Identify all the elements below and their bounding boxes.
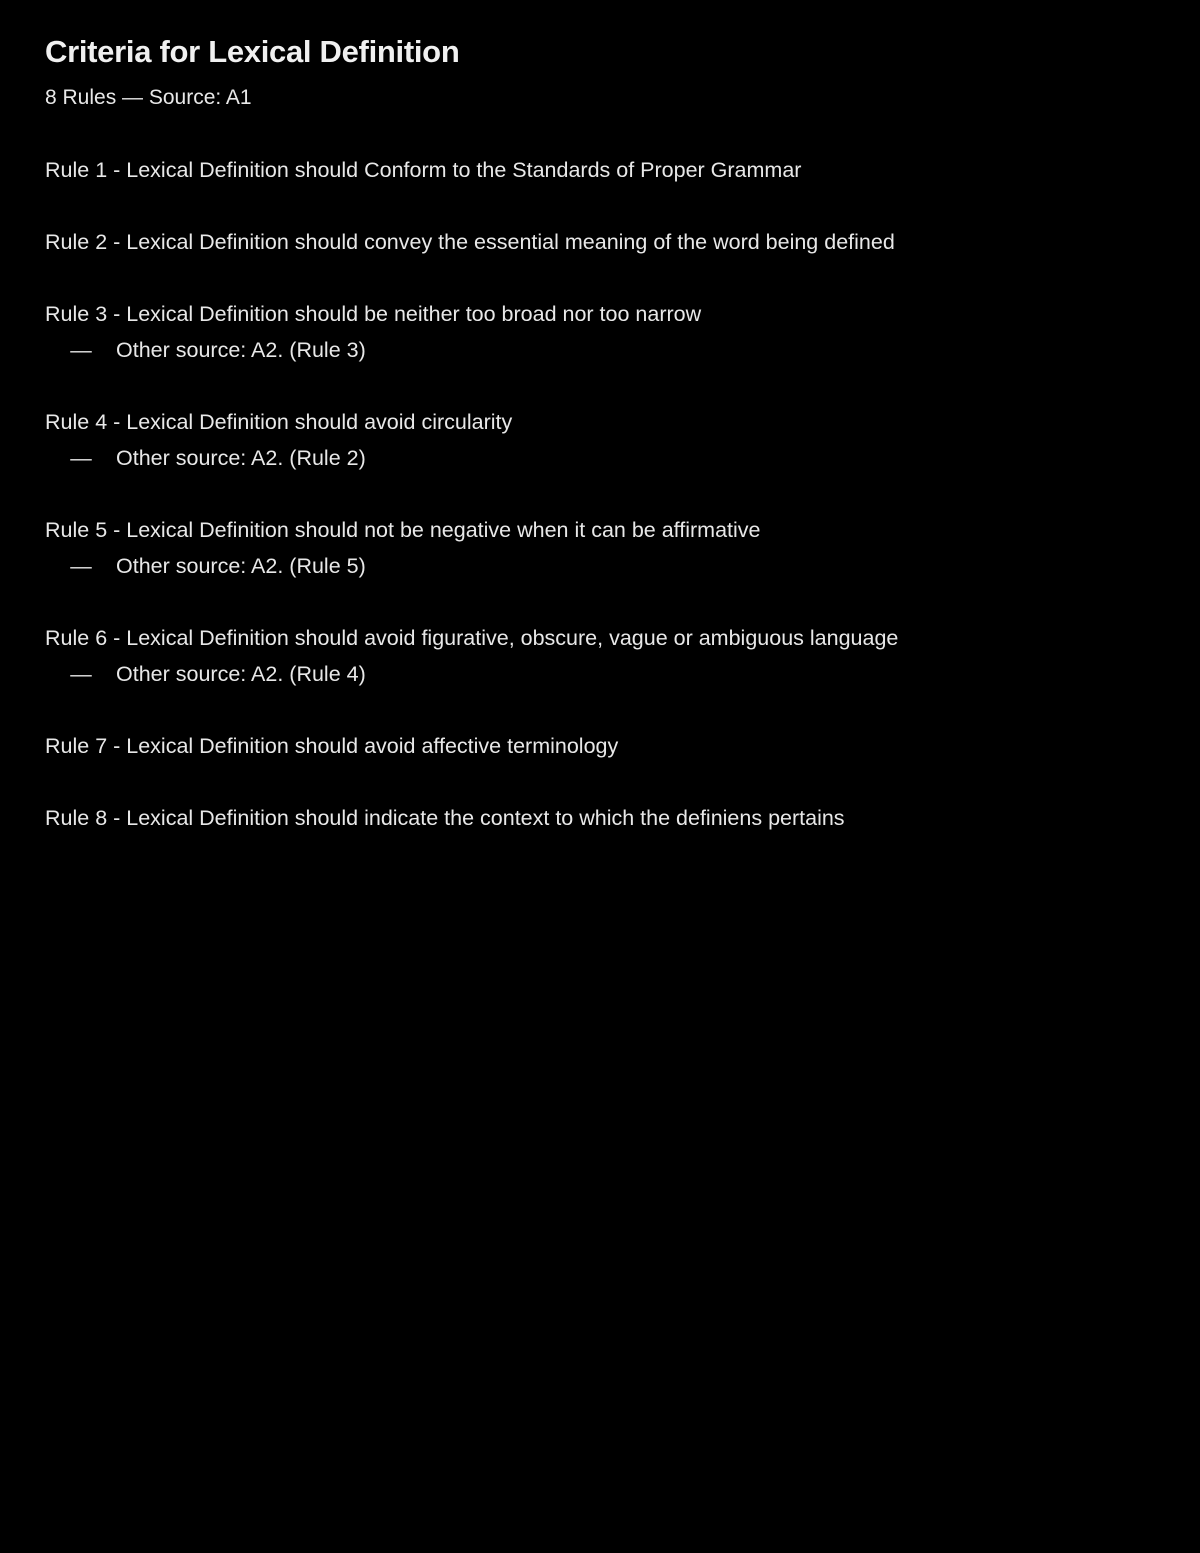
dash-bullet: —: [70, 662, 92, 686]
rule-note-text: Other source: A2. (Rule 4): [116, 662, 366, 686]
rule-note-text: Other source: A2. (Rule 5): [116, 554, 366, 578]
rule-note: [45, 548, 898, 584]
rule-text: Rule 1 - Lexical Definition should Conform to the Standards of Proper Grammar: [45, 158, 802, 182]
rules-list: [45, 152, 898, 872]
dash-bullet: —: [70, 338, 92, 362]
rule-item: [45, 404, 898, 476]
rule-note-text: Other source: A2. (Rule 3): [116, 338, 366, 362]
dash-bullet: —: [70, 554, 92, 578]
rule-text: Rule 2 - Lexical Definition should convey the essential meaning of the word being defined: [45, 230, 895, 254]
rule-note-text: Other source: A2. (Rule 2): [116, 446, 366, 470]
rule-note: [45, 440, 898, 476]
rule-text: Rule 4 - Lexical Definition should avoid circularity: [45, 410, 513, 434]
rule-item: [45, 800, 898, 836]
rule-note: [45, 332, 898, 368]
page-title: Criteria for Lexical Definition: [45, 34, 460, 69]
rule-item: [45, 224, 898, 260]
rule-text: Rule 7 - Lexical Definition should avoid affective terminology: [45, 734, 619, 758]
rule-item: [45, 620, 898, 692]
rule-text: Rule 8 - Lexical Definition should indicate the context to which the definiens pertains: [45, 806, 845, 830]
rule-item: [45, 152, 898, 188]
rule-text: Rule 5 - Lexical Definition should not be negative when it can be affirmative: [45, 518, 761, 542]
rule-text: Rule 6 - Lexical Definition should avoid figurative, obscure, vague or ambiguous language: [45, 626, 899, 650]
page-subtitle: 8 Rules — Source: A1: [45, 86, 252, 109]
rule-item: [45, 728, 898, 764]
dash-bullet: —: [70, 446, 92, 470]
rule-item: [45, 512, 898, 584]
rule-note: [45, 656, 898, 692]
rule-item: [45, 296, 898, 368]
rule-text: Rule 3 - Lexical Definition should be neither too broad nor too narrow: [45, 302, 702, 326]
